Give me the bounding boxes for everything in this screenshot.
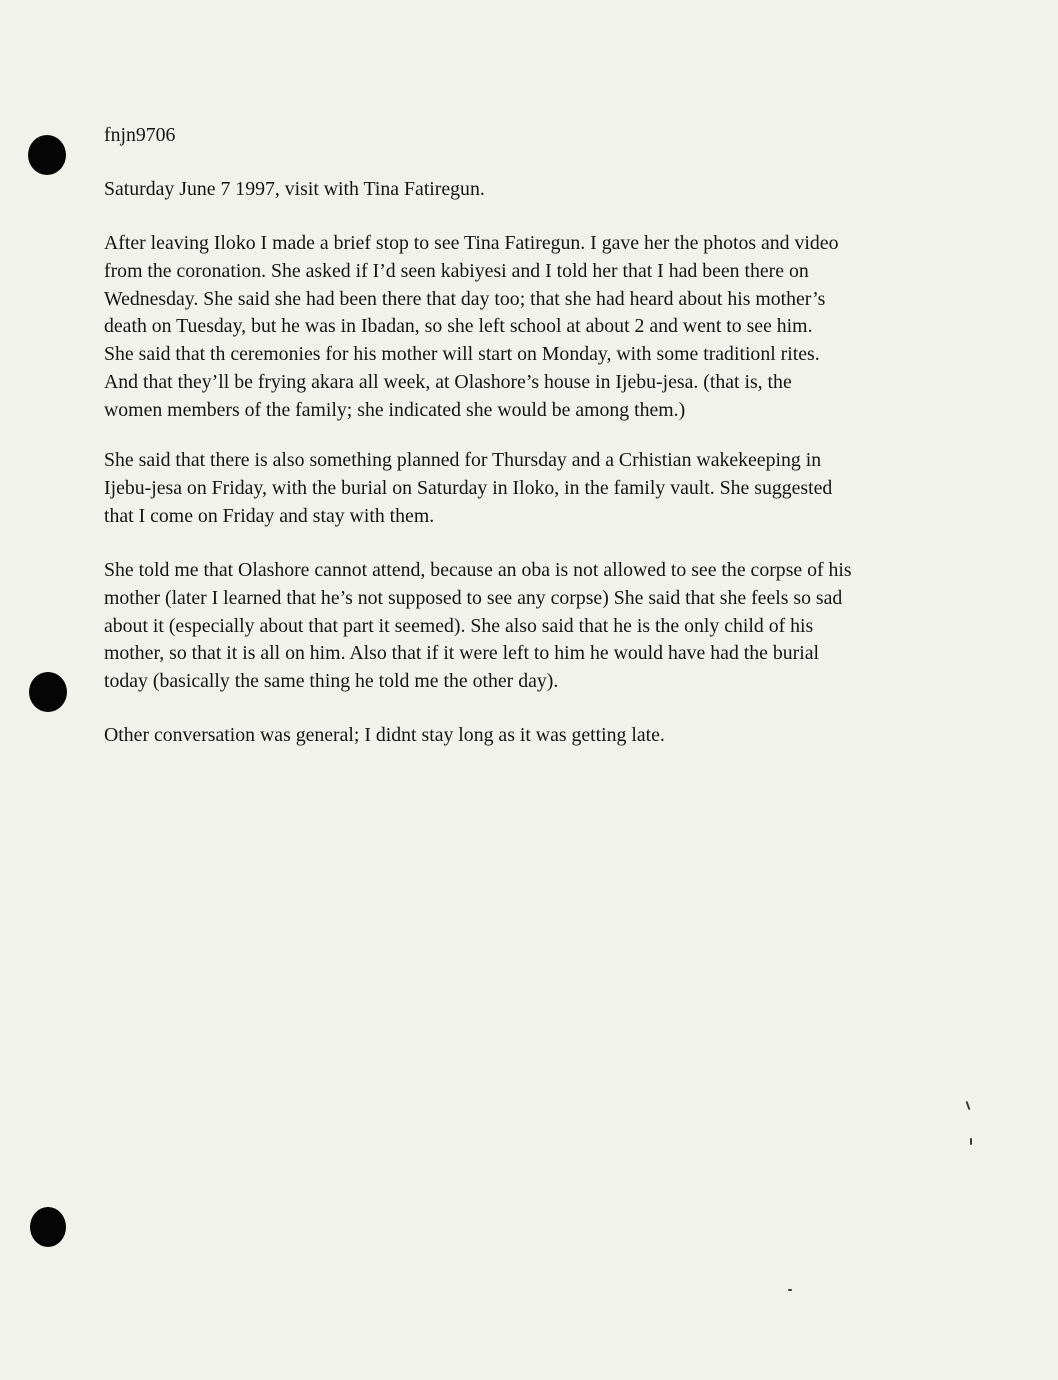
file-id: fnjn9706 [104,124,176,146]
text-line: from the coronation. She asked if I’d seen kabiyesi and I told her that I had been there on [104,259,809,282]
text-line: today (basically the same thing he told me the other day). [104,670,559,693]
paragraph [104,447,832,530]
text-line: Wednesday. She said she had been there that day too; that she had heard about his mother’s [104,287,826,310]
text-line: Other conversation was general; I didnt stay long as it was getting late. [104,724,665,746]
text-line: Ijebu-jesa on Friday, with the burial on Saturday in Iloko, in the family vault. She suggested [104,476,833,499]
text-line: mother (later I learned that he’s not supposed to see any corpse) She said that she feels so sad [104,586,843,609]
text-line: After leaving Iloko I made a brief stop to see Tina Fatiregun. I gave her the photos and video [104,232,839,254]
text-line: women members of the family; she indicated she would be among them.) [104,398,686,421]
punch-hole [29,672,67,712]
text-line: She told me that Olashore cannot attend, because an oba is not allowed to see the corpse of his [104,559,852,581]
punch-hole [28,135,66,175]
text-line: mother, so that it is all on him. Also that if it were left to him he would have had the burial [104,642,820,665]
text-line: that I come on Friday and stay with them. [104,504,435,527]
text-line: She said that there is also something planned for Thursday and a Crhistian wakekeeping in [104,449,822,471]
text-line: She said that th ceremonies for his mother will start on Monday, with some traditionl rites. [104,343,820,366]
paragraph [104,557,852,696]
document-heading: Saturday June 7 1997, visit with Tina Fatiregun. [104,178,485,200]
paragraph [104,230,838,425]
text-line: And that they’ll be frying akara all week, at Olashore’s house in Ijebu-jesa. (that is, the [104,370,792,393]
punch-hole [30,1207,66,1247]
ink-speck [970,1138,972,1145]
text-line: death on Tuesday, but he was in Ibadan, so she left school at about 2 and went to see him. [104,315,813,338]
ink-speck [788,1289,792,1291]
paragraph [104,722,665,750]
text-line: about it (especially about that part it seemed). She also said that he is the only child of his [104,614,814,637]
ink-speck [966,1101,971,1110]
